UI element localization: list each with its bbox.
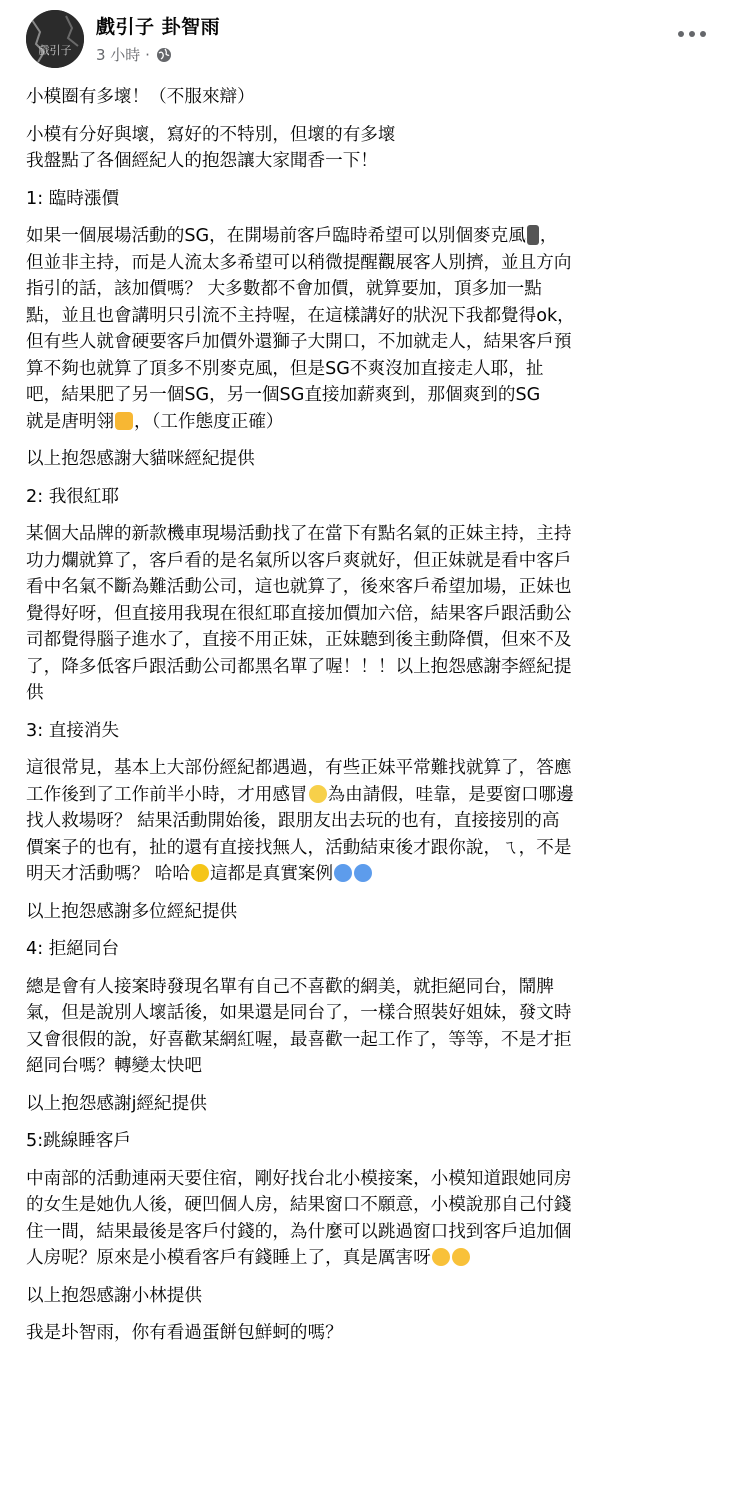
- paragraph-text: 4: 拒絕同台: [26, 939, 120, 959]
- paragraph-text: 2: 我很紅耶: [26, 486, 120, 507]
- post-paragraph: [26, 899, 718, 926]
- post-paragraph: [26, 718, 718, 745]
- paragraph-text: 以上抱怨感謝大貓咪經紀提供: [26, 449, 255, 469]
- post-paragraph: [26, 223, 718, 435]
- partying-face-emoji: [432, 1248, 450, 1266]
- paragraph-text: 小模圈有多壞！（不服來辯）: [26, 87, 255, 107]
- partying-face-emoji: [452, 1248, 470, 1266]
- post-paragraph: [26, 755, 718, 888]
- paragraph-text: ，（工作態度正確）: [133, 411, 284, 432]
- page-name[interactable]: 戲引子 卦智雨: [96, 16, 221, 38]
- paragraph-text: 以上抱怨感謝小林提供: [26, 1285, 202, 1306]
- avatar[interactable]: [26, 10, 84, 68]
- post-paragraph: [26, 122, 718, 175]
- avatar-image: [26, 10, 84, 68]
- post-paragraph: [26, 1283, 718, 1310]
- paragraph-text: 這都是真實案例: [209, 864, 334, 884]
- paragraph-text: 以上抱怨感謝j經紀提供: [26, 1093, 207, 1114]
- paragraph-text: 中南部的活動連兩天要住宿，剛好找台北小模接案，小模知道跟她同房 的女生是她仇人後，硬凹個人房，結果窗口不願意，小模說那自己付錢 住一間，結果最後是客戶付錢的，為什麼可以跳過窗口找到客戶追加個 人房呢？原來是小模看客戶有錢睡上了，真是厲害呀: [26, 1168, 572, 1268]
- screaming-face-emoji: [354, 864, 372, 882]
- avatar-logo-text: 戲引子: [38, 44, 72, 57]
- post-meta: [96, 44, 172, 65]
- more-options-icon[interactable]: [678, 26, 706, 42]
- post-body: [26, 84, 718, 1358]
- paragraph-text: 如果一個展場活動的SG，在開場前客戶臨時希望可以別個麥克風: [26, 226, 526, 246]
- paragraph-text: 3: 直接消失: [26, 720, 120, 741]
- thumbs-up-emoji: [115, 412, 133, 430]
- post-timestamp[interactable]: 3 小時 ·: [96, 46, 150, 64]
- globe-icon: [156, 47, 172, 63]
- paragraph-text: ， 但並非主持，而是人流太多希望可以稍微提醒觀展客人別擠，並且方向 指引的話，該加價嗎？ 大多數都不會加價，就算要加，頂多加一點 點，並且也會講明只引流不主持喔，在這樣講好的狀況下我都覺得ok， 但有些人就會硬要客戶加價外還獅子大開口，不加就走人，結果客戶預 算不夠也就算了頂多不別麥克風，但是SG不爽沒加直接走人耶，扯 吧，結果肥了另一個SG，另一個SG直接加薪爽到，那個爽到的SG 就是唐明翎: [26, 226, 575, 432]
- paragraph-text: 5:跳線睡客戶: [26, 1131, 132, 1151]
- post-paragraph: [26, 521, 718, 707]
- post-paragraph: [26, 1166, 718, 1272]
- paragraph-text: 為由請假，哇靠，是要窗口哪邊 找人救場呀？ 結果活動開始後，跟朋友出去玩的也有，直接接別的高 價案子的也有，扯的還有直接找無人，活動結束後才跟你說，ㄟ，不是 明天才活動嗎？ 哈哈: [26, 784, 574, 884]
- post-paragraph: [26, 1091, 718, 1118]
- paragraph-text: 以上抱怨感謝多位經紀提供: [26, 901, 238, 922]
- screaming-face-emoji: [334, 864, 352, 882]
- post-paragraph: [26, 484, 718, 511]
- post-paragraph: [26, 1320, 718, 1347]
- post-paragraph: [26, 974, 718, 1080]
- laughing-face-emoji: [191, 864, 209, 882]
- paragraph-text: 某個大品牌的新款機車現場活動找了在當下有點名氣的正妹主持，主持 功力爛就算了，客戶看的是名氣所以客戶爽就好，但正妹就是看中客戶 看中名氣不斷為難活動公司，這也就算了，後來客戶希望加場，正妹也 覺得好呀，但直接用我現在很紅耶直接加價加六倍，結果客戶跟活動公 司都覺得腦子進水了，直接不用正妹，正妹聽到後主動降價，但來不及 了，降多低客戶跟活動公司都黑名單了喔！！！以上抱怨感謝李經紀提 供: [26, 524, 572, 703]
- microphone-emoji: [527, 225, 539, 245]
- sick-face-emoji: [309, 785, 327, 803]
- post-paragraph: [26, 1128, 718, 1155]
- post-paragraph: [26, 186, 718, 213]
- post-paragraph: [26, 84, 718, 111]
- paragraph-text: 1: 臨時漲價: [26, 188, 120, 209]
- post-paragraph: [26, 446, 718, 473]
- paragraph-text: 小模有分好與壞，寫好的不特別，但壞的有多壞 我盤點了各個經紀人的抱怨讓大家聞香一下！: [26, 124, 396, 171]
- post-header: [0, 0, 736, 80]
- paragraph-text: 這很常見，基本上大部份經紀都遇過，有些正妹平常難找就算了，答應 工作後到了工作前半小時，才用感冒: [26, 758, 572, 805]
- post-paragraph: [26, 936, 718, 963]
- paragraph-text: 我是圤智雨，你有看過蛋餅包鮮蚵的嗎？: [26, 1323, 343, 1343]
- paragraph-text: 總是會有人接案時發現名單有自己不喜歡的網美，就拒絕同台，鬧脾 氣，但是說別人壞話後，如果還是同台了，一樣合照裝好姐妹，發文時 又會很假的說，好喜歡某網紅喔，最喜歡一起工作了，等等，不是才拒 絕同台嗎？轉變太快吧: [26, 976, 572, 1076]
